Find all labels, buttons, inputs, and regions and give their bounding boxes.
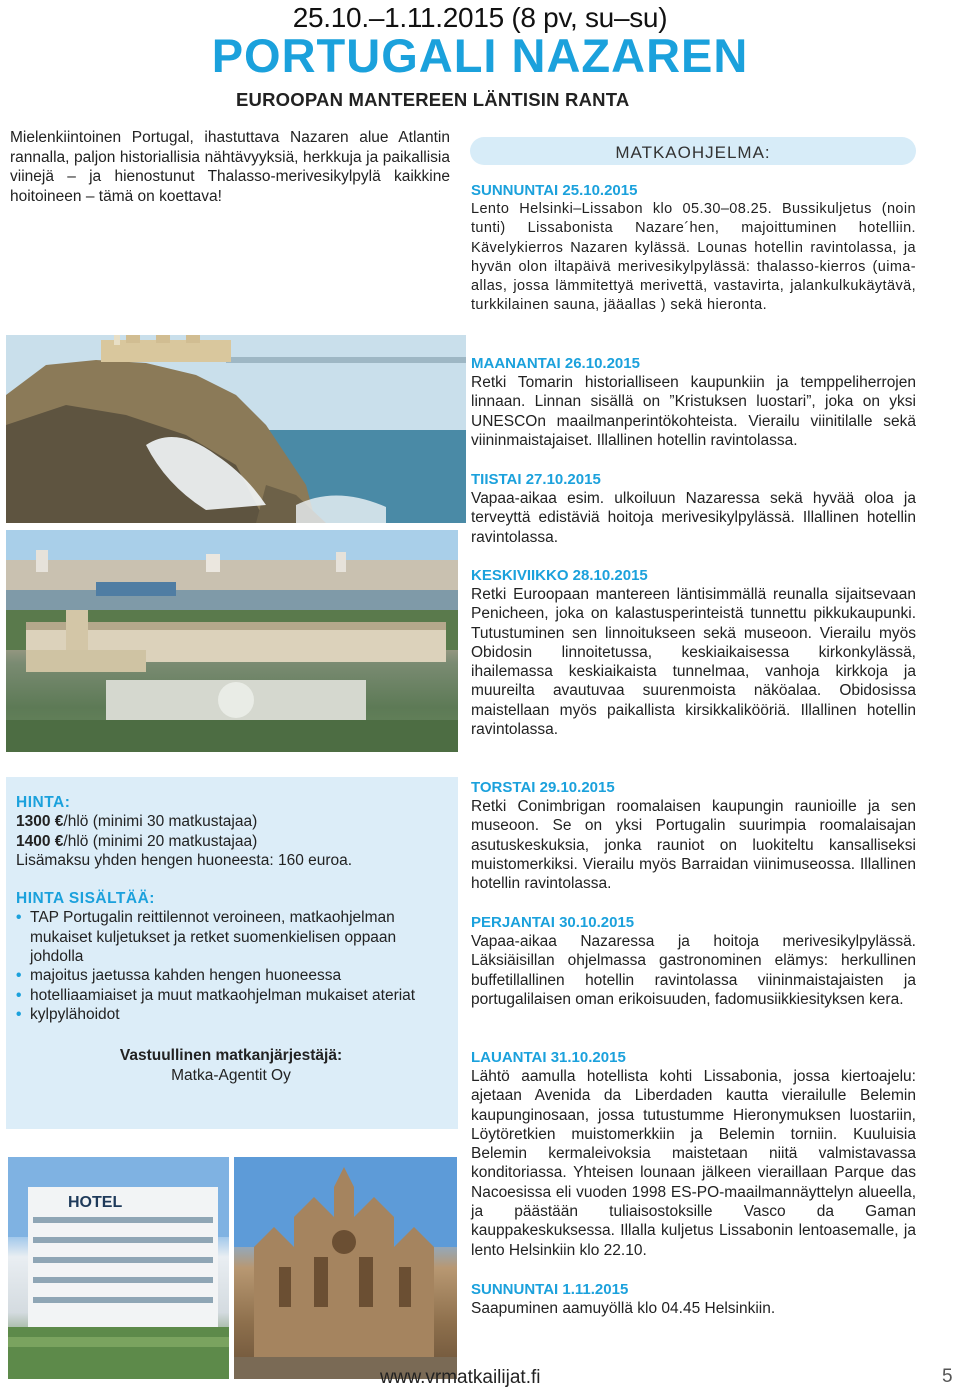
cathedral-photo	[234, 1157, 457, 1379]
includes-heading: HINTA SISÄLTÄÄ:	[16, 890, 155, 908]
day-item	[471, 470, 916, 547]
hotel-photo	[8, 1157, 229, 1379]
organizer-label: Vastuullinen matkanjärjestäjä:	[119, 1047, 343, 1065]
organizer	[16, 1046, 446, 1085]
footer-url[interactable]: www.vrmatkailijat.fi	[380, 1367, 541, 1388]
day-item	[471, 913, 916, 1009]
coastal-fort-photo	[6, 335, 466, 523]
cathedral-illustration	[234, 1157, 457, 1379]
day-text: Retki Conimbrigan roomalaisen kaupungin raunioille ja sen museoon. Se on yksi Portugalin suurimpia roomalaisajan asutuskeskuksia, jonka rauniot on luokiteltu kansalliseksi muistomerkiksi. Vierailu myös Barraidan viinimuseossa. Illallinen hotellin ravintolassa.	[471, 798, 916, 893]
tour-dates: 25.10.–1.11.2015 (8 pv, su–su)	[292, 2, 668, 33]
price-info	[16, 793, 446, 1085]
price-detail: /hlö (minimi 20 matkustajaa)	[63, 832, 258, 850]
day-title: KESKIVIIKKO 28.10.2015	[471, 567, 648, 584]
price-detail: /hlö (minimi 30 matkustajaa)	[63, 813, 258, 831]
day-title: TORSTAI 29.10.2015	[471, 779, 615, 796]
day-title: SUNNUNTAI 25.10.2015	[471, 182, 638, 199]
day-item	[471, 1280, 916, 1318]
includes-list	[16, 908, 446, 1024]
price-amount: 1300 €	[16, 813, 64, 831]
coastal-fort-illustration	[6, 335, 466, 523]
day-title: LAUANTAI 31.10.2015	[471, 1049, 626, 1066]
day-text: Vapaa-aikaa esim. ulkoiluun Nazaressa sekä hyvää oloa ja terveyttä edistäviä hoitoja merivesikylpylässä. Illallinen hotellin ravintolassa.	[471, 490, 916, 546]
day-title: MAANANTAI 26.10.2015	[471, 355, 640, 372]
price-heading: HINTA:	[16, 794, 71, 811]
day-item	[471, 354, 916, 450]
day-title: TIISTAI 27.10.2015	[471, 471, 601, 488]
price-amount: 1400 €	[16, 832, 64, 850]
price-line-2	[16, 832, 446, 851]
page-number: 5	[942, 1366, 953, 1387]
day-item	[471, 566, 916, 739]
organizer-name: Matka-Agentit Oy	[171, 1066, 291, 1084]
includes-item: • majoitus jaetussa kahden hengen huoneessa	[16, 966, 446, 985]
monastery-illustration	[6, 530, 458, 752]
hotel-sign: HOTEL	[68, 1194, 123, 1211]
day-text: Lento Helsinki–Lissabon klo 05.30–08.25. Bussikuljetus (noin tunti) Lissabonista Nazare´hen, majoittuminen hotelliin. Kävelykierros Nazaren kylässä. Lounas hotellin ravintolassa, ja hyvän olon iltapäivä merivesikylpylässä: thalasso-kierros (uima-allas, jossa lämmitettyä merivettä, vastavirta, jalankulkukäytävä, turkkilainen sauna, jääallas ) sekä hieronta.	[471, 201, 916, 314]
day-item	[471, 778, 916, 893]
day-title: SUNNUNTAI 1.11.2015	[471, 1281, 629, 1298]
day-item	[471, 181, 916, 316]
includes-item: • kylpylähoidot	[16, 1005, 446, 1024]
day-text: Saapuminen aamuyöllä klo 04.45 Helsinkiin.	[471, 1300, 776, 1317]
day-text: Retki Tomarin historialliseen kaupunkiin ja temppeliherrojen linnaan. Linnan sisällä on ”Kristuksen luostari”, joka on yksi UNESCOn maailmanperintökohteista. Vierailu viinitilalle sekä viininmaistajaiset. Illallinen hotellin ravintolassa.	[471, 374, 916, 449]
intro-text: Mielenkiintoinen Portugal, ihastuttava Nazaren alue Atlantin rannalla, paljon historiallisia nähtävyyksiä, herkkuja ja paikallisia viinejä – ja hienostunut Thalasso-merivesikylpylä kaikkine hoitoineen – tämä on koettava!	[10, 129, 450, 205]
day-text: Vapaa-aikaa Nazaressa ja hoitoja merivesikylpylässä. Läksiäisillan ohjelmassa gastronominen elämys: herkullinen buffetillallinen hotellin ravintolassa viininmaistajaisten ja portugalilaisen oman erikoisuuden, fadomusiikkiesityksen kera.	[471, 933, 916, 1008]
day-text: Retki Euroopaan mantereen läntisimmällä reunalla sijaitsevaan Penicheen, joka on kalastusperinteistä tunnettu pikkukaupunki. Tutustuminen sen linnoitukseen sekä museoon. Vierailu myös Obidosin linnoitetussa, keskiaikaisessa kirkonkylässä, ihailemassa keskiaikaista tunnelmaa, vanhoja kirkkoja ja muureilta avautuvaa suurenmoista näköalaa. Obidosissa maistellaan myös paikallista kirsikkalikööriä. Illallinen hotellin ravintolassa.	[471, 586, 916, 739]
hotel-illustration	[8, 1157, 229, 1379]
page-subtitle: EUROOPAN MANTEREEN LÄNTISIN RANTA	[236, 89, 630, 110]
page-title: PORTUGALI NAZAREN	[211, 29, 749, 82]
single-room-supplement: Lisämaksu yhden hengen huoneesta: 160 euroa.	[16, 851, 353, 869]
day-text: Lähtö aamulla hotellista kohti Lissabonia, jossa kiertoajelu: ajetaan Avenida da Liberdaden kautta vierailulle Belemin kaupunginosaan, jossa tutustumme Hieronymuksen luostariin, Löytöretkien muistomerkkiin ja Belemin torniin. Kuuluisia Belemin kermaleivoksia maistetaan niitä valmistavassa konditoriassa. Yhteisen lounaan jälkeen vieraillaan Parque das Nacoesissa eli vuoden 1998 ES-PO-maailmannäyttelyn alueella, ja päästään tuliaisostoksille Vasco da Gaman kauppakeskuksessa. Illalla kuljetus Lissabonin lentoasemalle, ja lento Helsinkiin klo 22.10.	[471, 1068, 916, 1259]
day-item	[471, 1048, 916, 1260]
price-line-1	[16, 812, 446, 831]
includes-item: • hotelliaamiaiset ja muut matkaohjelman mukaiset ateriat	[16, 986, 446, 1005]
day-title: PERJANTAI 30.10.2015	[471, 914, 635, 931]
program-heading: MATKAOHJELMA:	[615, 143, 771, 162]
monastery-aerial-photo	[6, 530, 458, 752]
includes-item: • TAP Portugalin reittilennot veroineen, matkaohjelman mukaiset kuljetukset ja retket suomenkielisen oppaan johdolla	[16, 908, 446, 966]
